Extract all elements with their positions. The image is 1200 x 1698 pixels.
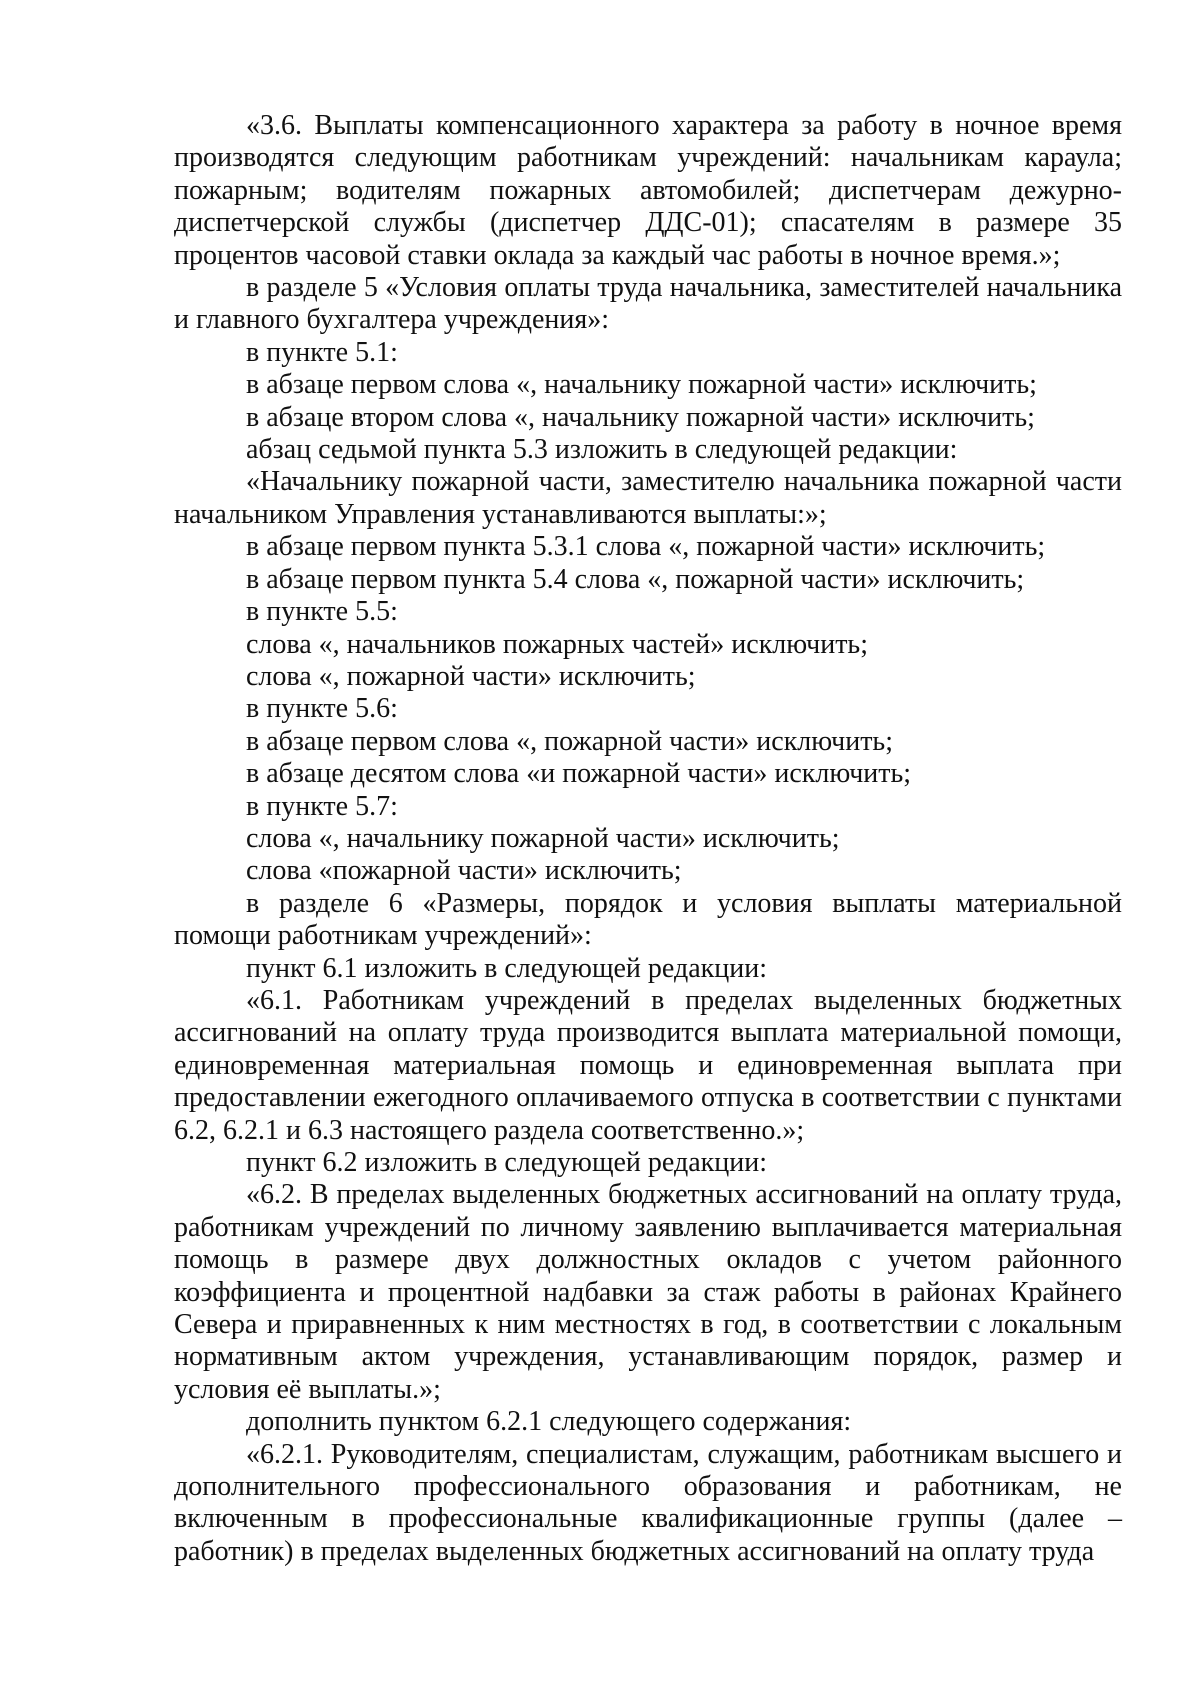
paragraph-5-3-seventh: абзац седьмой пункта 5.3 изложить в следующей редакции: xyxy=(246,434,958,466)
paragraph-6-1-intro: пункт 6.1 изложить в следующей редакции: xyxy=(246,952,767,984)
paragraph-6-1-quote: «6.1. Работникам учреждений в пределах выделенных бюджетных ассигнований на оплату труда производится выплата материальной помощи, единовременная материальная помощь и единовременная выплата при предоставлении ежегодного оплачиваемого отпуска в соответствии с пунктами 6.2, 6.2.1 и 6.3 настоящего раздела соответственно.»; xyxy=(174,984,1122,1146)
paragraph-6-2-intro: пункт 6.2 изложить в следующей редакции: xyxy=(246,1147,767,1178)
paragraph-6-2-quote: «6.2. В пределах выделенных бюджетных ассигнований на оплату труда, работникам учреждений по личному заявлению выплачивается материальная помощь в размере двух должностных окладов с учетом районного коэффициента и процентной надбавки за стаж работы в районах Крайнего Севера и приравненных к ним местностях в год, в соответствии с локальным нормативным актом учреждения, устанавливающим порядок, размер и условия её выплаты.»; xyxy=(174,1179,1122,1405)
paragraph-6-2-1-intro: дополнить пунктом 6.2.1 следующего содержания: xyxy=(246,1406,852,1438)
paragraph-5-7-first: слова «, начальнику пожарной части» исключить; xyxy=(246,822,840,854)
paragraph-section-5-intro: в разделе 5 «Условия оплаты труда начальника, заместителей начальника и главного бухгалтера учреждения»: xyxy=(174,272,1122,336)
paragraph-5-3-1: в абзаце первом пункта 5.3.1 слова «, пожарной части» исключить; xyxy=(246,531,1046,563)
paragraph-5-3-quote: «Начальнику пожарной части, заместителю начальника пожарной части начальником Управления устанавливаются выплаты:»; xyxy=(174,466,1122,530)
paragraph-5-1-first: в абзаце первом слова «, начальнику пожарной части» исключить; xyxy=(246,369,1037,401)
document-body xyxy=(174,110,1122,1568)
paragraph-5-7-second: слова «пожарной части» исключить; xyxy=(246,855,682,887)
paragraph-item-5-5: в пункте 5.5: xyxy=(246,596,398,628)
paragraph-3-6-night-pay: «3.6. Выплаты компенсационного характера за работу в ночное время производятся следующим работникам учреждений: начальникам караула; пожарным; водителям пожарных автомобилей; диспетчерам дежурно-диспетчерской службы (диспетчер ДДС-01); спасателям в размере 35 процентов часовой ставки оклада за каждый час работы в ночное время.»; xyxy=(174,110,1122,271)
paragraph-5-6-tenth: в абзаце десятом слова «и пожарной части» исключить; xyxy=(246,758,912,790)
paragraph-item-5-1: в пункте 5.1: xyxy=(246,336,398,368)
paragraph-item-5-7: в пункте 5.7: xyxy=(246,790,398,822)
paragraph-item-5-6: в пункте 5.6: xyxy=(246,693,398,725)
paragraph-6-2-1-quote: «6.2.1. Руководителям, специалистам, служащим, работникам высшего и дополнительного профессионального образования и работникам, не включенным в профессиональные квалификационные группы (далее – работник) в пределах выделенных бюджетных ассигнований на оплату труда xyxy=(174,1438,1122,1567)
paragraph-section-6-intro: в разделе 6 «Размеры, порядок и условия выплаты материальной помощи работникам учреждений»: xyxy=(174,887,1122,952)
paragraph-5-6-first: в абзаце первом слова «, пожарной части» исключить; xyxy=(246,725,893,757)
paragraph-5-4: в абзаце первом пункта 5.4 слова «, пожарной части» исключить; xyxy=(246,563,1025,595)
paragraph-5-5-second: слова «, пожарной части» исключить; xyxy=(246,660,696,692)
paragraph-5-1-second: в абзаце втором слова «, начальнику пожарной части» исключить; xyxy=(246,401,1035,433)
paragraph-5-5-first: слова «, начальников пожарных частей» исключить; xyxy=(246,628,868,660)
